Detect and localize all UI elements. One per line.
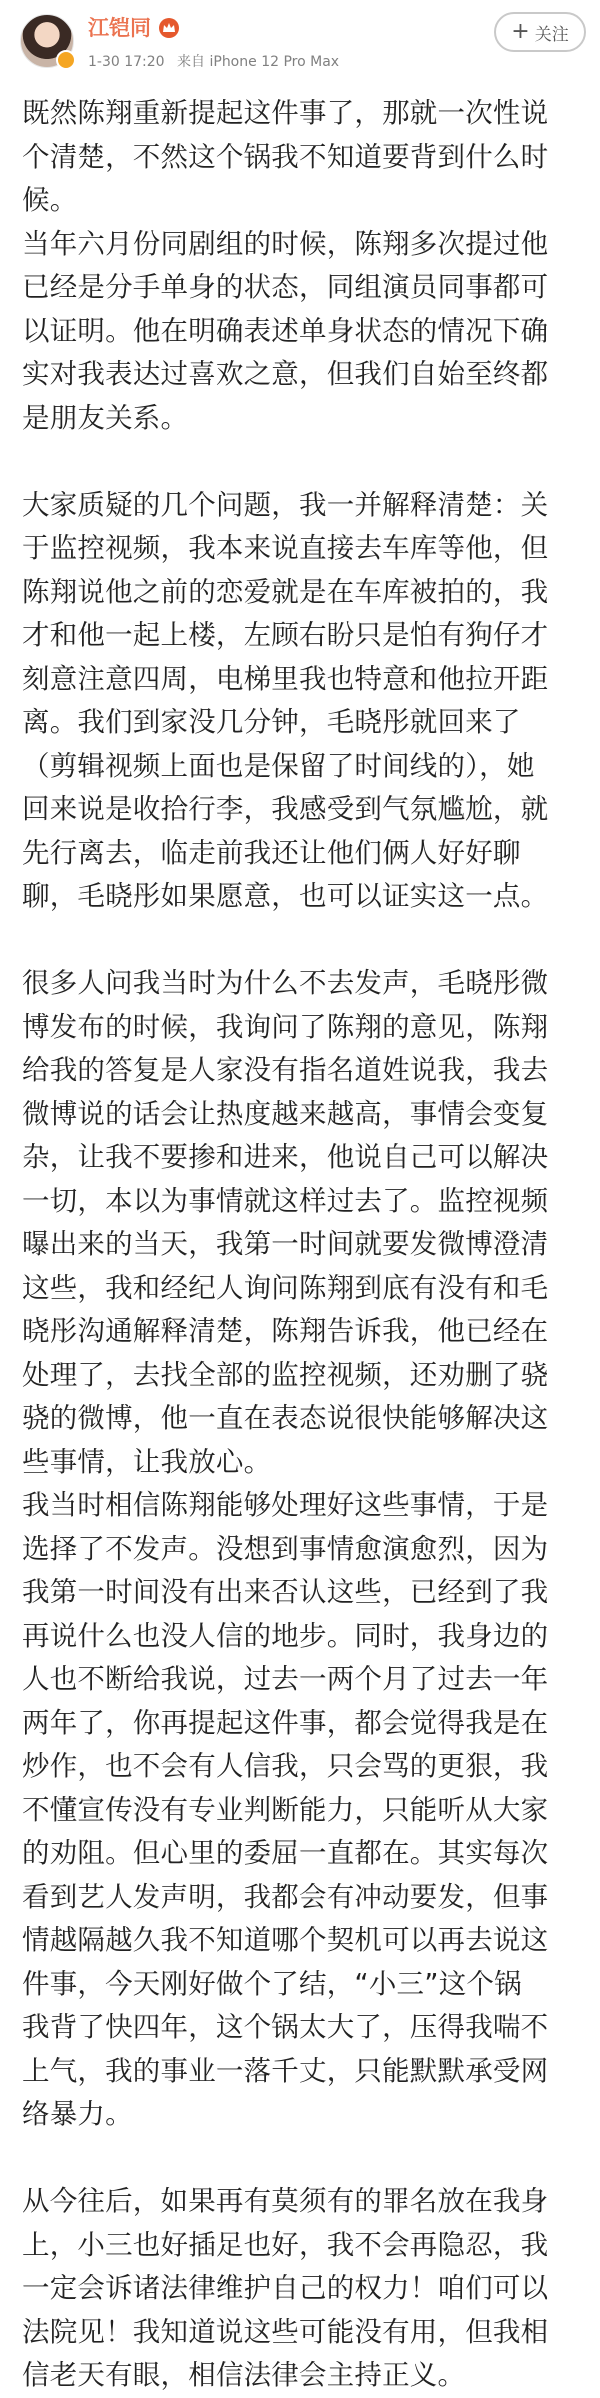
username-row	[88, 14, 179, 42]
post-header	[0, 0, 600, 90]
paragraph-gap	[22, 440, 584, 484]
post-paragraph: 很多人问我当时为什么不去发声，毛晓彤微 博发布的时候，我询问了陈翔的意见，陈翔 给我的答复是人家没有指名道姓说我，我去 微博说的话会让热度越来越高，事情会变复 杂，让我不要掺和进来，他说自己可以解决 一切，本以为事情就这样过去了。监控视频 曝出来的当天，我第一时间就要发微博澄清 这些，我和经纪人询问陈翔到底有没有和毛 晓彤沟通解释清楚，陈翔告诉我，他已经在 处理了，去找全部的监控视频，还劝删了骁 骁的微博，他一直在表态说很快能够解决这 些事情，让我放心。	[22, 967, 549, 1478]
paragraph-gap	[22, 919, 584, 963]
follow-button[interactable]	[494, 12, 586, 52]
post-paragraph: 我当时相信陈翔能够处理好这些事情，于是 选择了不发声。没想到事情愈演愈烈，因为 我第一时间没有出来否认这些，已经到了我 再说什么也没人信的地步。同时，我身边的 人也不断给我说，过去一两个月了过去一年 两年了，你再提起这件事，都会觉得我是在 炒作，也不会有人信我，只会骂的更狠，我 不懂宣传没有专业判断能力，只能听从大家 的劝阻。但心里的委屈一直都在。其实每次 看到艺人发声明，我都会有冲动要发，但事 情越隔越久我不知道哪个契机可以再去说这 件事，今天刚好做个了结，“小三”这个锅 我背了快四年，这个锅太大了，压得我喘不 上气，我的事业一落千丈，只能默默承受网 络暴力。	[22, 1489, 549, 2130]
post-meta	[88, 52, 339, 72]
crown-icon	[159, 18, 179, 38]
paragraph-gap	[22, 2137, 584, 2181]
post-paragraph: 当年六月份同剧组的时候，陈翔多次提过他 已经是分手单身的状态，同组演员同事都可 以证明。他在明确表述单身状态的情况下确 实对我表达过喜欢之意，但我们自始至终都 是朋友关系。	[22, 227, 549, 434]
verified-badge-icon	[56, 50, 76, 70]
follow-label: 关注	[534, 24, 569, 45]
post-paragraph: 从今往后，如果再有莫须有的罪名放在我身 上，小三也好插足也好，我不会再隐忍，我 一定会诉诸法律维护自己的权力！咱们可以 法院见！我知道说这些可能没有用，但我相 信老天有眼，相信法律会主持正义。	[22, 2185, 549, 2391]
post-body	[22, 92, 584, 2398]
post-source: 来自 iPhone 12 Pro Max	[177, 54, 340, 70]
username[interactable]: 江铠同	[88, 16, 151, 40]
post-paragraph: 大家质疑的几个问题，我一并解释清楚：关 于监控视频，我本来说直接去车库等他，但 陈翔说他之前的恋爱就是在车库被拍的，我 才和他一起上楼，左顾右盼只是怕有狗仔才 刻意注意四周，电梯里我也特意和他拉开距 离。我们到家没几分钟，毛晓彤就回来了 （剪辑视频上面也是保留了时间线的），她 回来说是收拾行李，我感受到气氛尴尬，就 先行离去，临走前我还让他们俩人好好聊 聊，毛晓彤如果愿意，也可以证实这一点。	[22, 488, 549, 912]
timestamp: 1-30 17:20	[88, 54, 165, 70]
plus-icon: +	[511, 19, 530, 44]
post-paragraph: 既然陈翔重新提起这件事了，那就一次性说 个清楚，不然这个锅我不知道要背到什么时 候。	[22, 97, 549, 216]
